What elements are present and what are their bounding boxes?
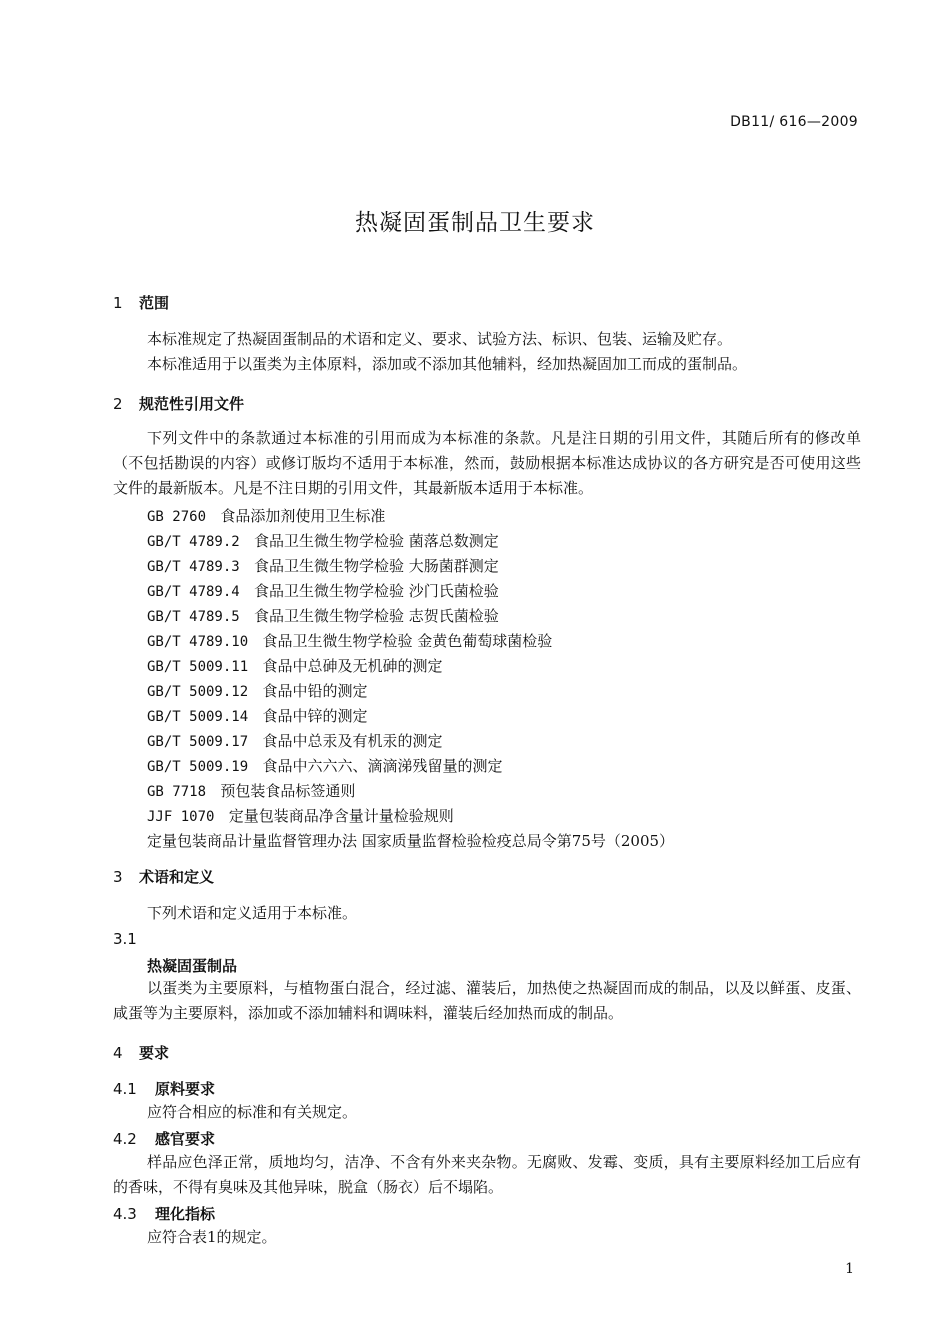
reference-title: 食品中锌的测定: [262, 707, 368, 725]
reference-item-regulation: 定量包装商品计量监督管理办法 国家质量监督检验检疫总局令第75号（2005）: [147, 832, 675, 850]
reference-code: GB 7718: [147, 784, 207, 800]
subsection-number: 3.1: [113, 930, 137, 948]
reference-item: [147, 680, 367, 701]
paragraph: 本标准适用于以蛋类为主体原料，添加或不添加其他辅料，经加热凝固加工而成的蛋制品。: [147, 355, 748, 373]
section-3-heading: [113, 866, 214, 887]
subsection-label: 原料要求: [155, 1080, 216, 1098]
paragraph: 应符合相应的标准和有关规定。: [147, 1103, 358, 1121]
term-name: 热凝固蛋制品: [147, 957, 238, 975]
subsection-4-2-heading: [113, 1128, 215, 1149]
section-number: 2: [113, 395, 123, 413]
subsection-4-3-heading: [113, 1203, 215, 1224]
reference-code: GB/T 4789.2: [147, 534, 240, 550]
reference-item: [147, 505, 385, 526]
subsection-4-1-heading: [113, 1078, 215, 1099]
reference-code: GB/T 4789.10: [147, 634, 249, 650]
subsection-number: 4.3: [113, 1205, 137, 1223]
reference-item: [147, 605, 499, 626]
reference-item: [147, 705, 367, 726]
paragraph: 应符合表1的规定。: [147, 1228, 277, 1246]
reference-item: [147, 630, 552, 651]
reference-title: 食品添加剂使用卫生标准: [220, 507, 386, 525]
reference-code: GB/T 5009.19: [147, 759, 249, 775]
section-number: 4: [113, 1044, 123, 1062]
reference-code: GB/T 5009.17: [147, 734, 249, 750]
reference-title: 预包装食品标签通则: [220, 782, 356, 800]
reference-item: [147, 655, 442, 676]
section-number: 3: [113, 868, 123, 886]
section-number: 1: [113, 294, 123, 312]
reference-title: 定量包装商品净含量计量检验规则: [228, 807, 454, 825]
reference-title: 食品卫生微生物学检验 志贺氏菌检验: [254, 607, 499, 625]
paragraph: 下列文件中的条款通过本标准的引用而成为本标准的条款。凡是注日期的引用文件，其随后所有的修改单（不包括勘误的内容）或修订版均不适用于本标准，然而，鼓励根据本标准达成协议的各方研究是否可使用这些文件的最新版本。凡是不注日期的引用文件，其最新版本适用于本标准。: [113, 429, 861, 497]
reference-code: GB 2760: [147, 509, 207, 525]
paragraph: 本标准规定了热凝固蛋制品的术语和定义、要求、试验方法、标识、包装、运输及贮存。: [147, 330, 733, 348]
reference-title: 食品卫生微生物学检验 大肠菌群测定: [254, 557, 499, 575]
reference-title: 食品卫生微生物学检验 金黄色葡萄球菌检验: [262, 632, 553, 650]
reference-item: [147, 755, 502, 776]
reference-item: [147, 555, 499, 576]
page-number: 1: [845, 1261, 854, 1277]
document-title: 热凝固蛋制品卫生要求: [355, 210, 595, 236]
subsection-number: 4.2: [113, 1130, 137, 1148]
reference-code: GB/T 4789.4: [147, 584, 240, 600]
reference-title: 食品中总汞及有机汞的测定: [262, 732, 443, 750]
reference-title: 食品中总砷及无机砷的测定: [262, 657, 443, 675]
section-2-heading: [113, 393, 244, 414]
document-code: DB11/ 616—2009: [730, 114, 858, 130]
reference-title: 食品卫生微生物学检验 菌落总数测定: [254, 532, 499, 550]
reference-item: [147, 730, 442, 751]
subsection-label: 理化指标: [155, 1205, 216, 1223]
section-4-heading: [113, 1042, 169, 1063]
reference-code: GB/T 5009.12: [147, 684, 249, 700]
section-label: 规范性引用文件: [139, 395, 245, 413]
reference-item: [147, 780, 355, 801]
subsection-number: 4.1: [113, 1080, 137, 1098]
subsection-label: 感官要求: [155, 1130, 216, 1148]
reference-item: [147, 530, 499, 551]
reference-title: 食品卫生微生物学检验 沙门氏菌检验: [254, 582, 499, 600]
reference-item: [147, 805, 454, 826]
reference-code: GB/T 4789.3: [147, 559, 240, 575]
section-label: 术语和定义: [139, 868, 215, 886]
reference-item: [147, 580, 499, 601]
reference-code: JJF 1070: [147, 809, 215, 825]
term-definition: 以蛋类为主要原料，与植物蛋白混合，经过滤、灌装后，加热使之热凝固而成的制品，以及以鲜蛋、皮蛋、咸蛋等为主要原料，添加或不添加辅料和调味料，灌装后经加热而成的制品。: [113, 979, 861, 1022]
reference-code: GB/T 4789.5: [147, 609, 240, 625]
reference-title: 食品中铅的测定: [262, 682, 368, 700]
paragraph: 下列术语和定义适用于本标准。: [147, 904, 358, 922]
reference-title: 食品中六六六、滴滴涕残留量的测定: [262, 757, 503, 775]
reference-code: GB/T 5009.11: [147, 659, 249, 675]
section-label: 要求: [139, 1044, 170, 1062]
reference-code: GB/T 5009.14: [147, 709, 249, 725]
paragraph: 样品应色泽正常，质地均匀，洁净、不含有外来夹杂物。无腐败、发霉、变质，具有主要原料经加工后应有的香味，不得有臭味及其他异味，脱盒（肠衣）后不塌陷。: [113, 1153, 861, 1196]
section-1-heading: [113, 292, 169, 313]
section-label: 范围: [139, 294, 170, 312]
